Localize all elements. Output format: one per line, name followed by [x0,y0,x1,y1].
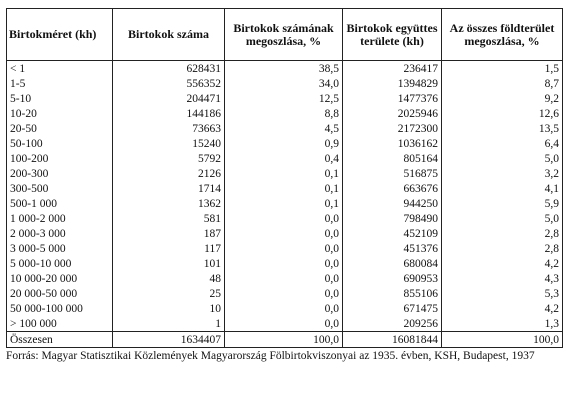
cell-estate-count: 1 [113,316,225,332]
table-row [7,256,563,271]
cell-count-share: 0,0 [225,286,343,301]
cell-estate-count: 48 [113,271,225,286]
cell-area-share: 5,3 [442,286,563,301]
table-row [7,226,563,241]
cell-total-area: 2172300 [343,121,442,136]
cell-total-area: 805164 [343,151,442,166]
cell-area-share: 8,7 [442,76,563,91]
total-area: 16081844 [343,332,442,348]
cell-total-area: 2025946 [343,106,442,121]
table-row [7,106,563,121]
cell-area-share: 3,2 [442,166,563,181]
cell-count-share: 0,1 [225,196,343,211]
cell-count-share: 0,0 [225,256,343,271]
table-row [7,301,563,316]
cell-total-area: 690953 [343,271,442,286]
cell-estate-count: 628431 [113,61,225,77]
table-row [7,241,563,256]
cell-estate-count: 1362 [113,196,225,211]
cell-total-area: 516875 [343,166,442,181]
total-estate-count: 1634407 [113,332,225,348]
cell-count-share: 0,9 [225,136,343,151]
cell-total-area: 451376 [343,241,442,256]
cell-count-share: 0,0 [225,211,343,226]
cell-estate-size: 50-100 [7,136,113,151]
cell-count-share: 4,5 [225,121,343,136]
table-row [7,271,563,286]
cell-area-share: 5,0 [442,151,563,166]
cell-estate-count: 5792 [113,151,225,166]
cell-estate-count: 144186 [113,106,225,121]
cell-area-share: 5,9 [442,196,563,211]
document-page [6,8,564,363]
cell-estate-count: 556352 [113,76,225,91]
cell-count-share: 0,0 [225,271,343,286]
cell-estate-size: 100-200 [7,151,113,166]
header-total-area: Birtokok együttes területe (kh) [343,9,442,61]
cell-total-area: 209256 [343,316,442,332]
cell-estate-count: 204471 [113,91,225,106]
table-header [7,9,563,61]
header-row [7,9,563,61]
cell-estate-size: 2 000-3 000 [7,226,113,241]
total-count-share: 100,0 [225,332,343,348]
cell-count-share: 0,0 [225,316,343,332]
cell-total-area: 1477376 [343,91,442,106]
cell-estate-count: 1714 [113,181,225,196]
cell-estate-size: 1-5 [7,76,113,91]
cell-estate-count: 101 [113,256,225,271]
table-row [7,91,563,106]
cell-estate-size: 10-20 [7,106,113,121]
cell-count-share: 34,0 [225,76,343,91]
table-row [7,61,563,77]
header-area-share: Az összes földterület megoszlása, % [442,9,563,61]
cell-count-share: 0,0 [225,241,343,256]
cell-total-area: 944250 [343,196,442,211]
cell-estate-size: 200-300 [7,166,113,181]
cell-estate-count: 15240 [113,136,225,151]
table-row [7,316,563,332]
table-row [7,136,563,151]
cell-count-share: 0,0 [225,226,343,241]
cell-count-share: 12,5 [225,91,343,106]
table-body [7,61,563,332]
cell-count-share: 0,0 [225,301,343,316]
cell-count-share: 0,1 [225,166,343,181]
cell-area-share: 1,3 [442,316,563,332]
cell-count-share: 38,5 [225,61,343,77]
cell-total-area: 680084 [343,256,442,271]
cell-estate-size: 50 000-100 000 [7,301,113,316]
cell-estate-size: 5-10 [7,91,113,106]
cell-area-share: 4,1 [442,181,563,196]
cell-estate-size: < 1 [7,61,113,77]
cell-estate-size: 5 000-10 000 [7,256,113,271]
header-estate-size: Birtokméret (kh) [7,9,113,61]
table-row [7,121,563,136]
cell-estate-count: 187 [113,226,225,241]
cell-estate-size: 500-1 000 [7,196,113,211]
table-row [7,151,563,166]
cell-estate-count: 25 [113,286,225,301]
table-row [7,166,563,181]
cell-total-area: 236417 [343,61,442,77]
total-label: Összesen [7,332,113,348]
cell-area-share: 6,4 [442,136,563,151]
cell-total-area: 1036162 [343,136,442,151]
cell-estate-count: 10 [113,301,225,316]
cell-total-area: 452109 [343,226,442,241]
cell-area-share: 5,0 [442,211,563,226]
land-ownership-table [6,8,563,348]
cell-estate-size: 20-50 [7,121,113,136]
table-row [7,286,563,301]
cell-count-share: 0,4 [225,151,343,166]
cell-estate-count: 73663 [113,121,225,136]
cell-total-area: 671475 [343,301,442,316]
header-count-share: Birtokok számának megoszlása, % [225,9,343,61]
total-area-share: 100,0 [442,332,563,348]
cell-estate-size: 1 000-2 000 [7,211,113,226]
cell-total-area: 1394829 [343,76,442,91]
cell-estate-size: > 100 000 [7,316,113,332]
cell-estate-size: 20 000-50 000 [7,286,113,301]
table-row [7,211,563,226]
cell-area-share: 2,8 [442,226,563,241]
table-row [7,181,563,196]
cell-estate-size: 3 000-5 000 [7,241,113,256]
cell-area-share: 4,2 [442,256,563,271]
cell-area-share: 4,3 [442,271,563,286]
cell-estate-size: 300-500 [7,181,113,196]
cell-estate-count: 117 [113,241,225,256]
cell-area-share: 12,6 [442,106,563,121]
table-row [7,196,563,211]
header-estate-count: Birtokok száma [113,9,225,61]
table-footer [7,332,563,348]
cell-area-share: 9,2 [442,91,563,106]
cell-area-share: 1,5 [442,61,563,77]
cell-total-area: 798490 [343,211,442,226]
cell-estate-size: 10 000-20 000 [7,271,113,286]
cell-count-share: 8,8 [225,106,343,121]
cell-count-share: 0,1 [225,181,343,196]
cell-estate-count: 2126 [113,166,225,181]
total-row [7,332,563,348]
cell-total-area: 663676 [343,181,442,196]
cell-area-share: 13,5 [442,121,563,136]
cell-area-share: 4,2 [442,301,563,316]
cell-total-area: 855106 [343,286,442,301]
cell-area-share: 2,8 [442,241,563,256]
source-note: Forrás: Magyar Statisztikai Közlemények Magyarország Fölbirtokviszonyai az 1935. évben, KSH, Budapest, 1937 [6,350,535,362]
cell-estate-count: 581 [113,211,225,226]
table-row [7,76,563,91]
